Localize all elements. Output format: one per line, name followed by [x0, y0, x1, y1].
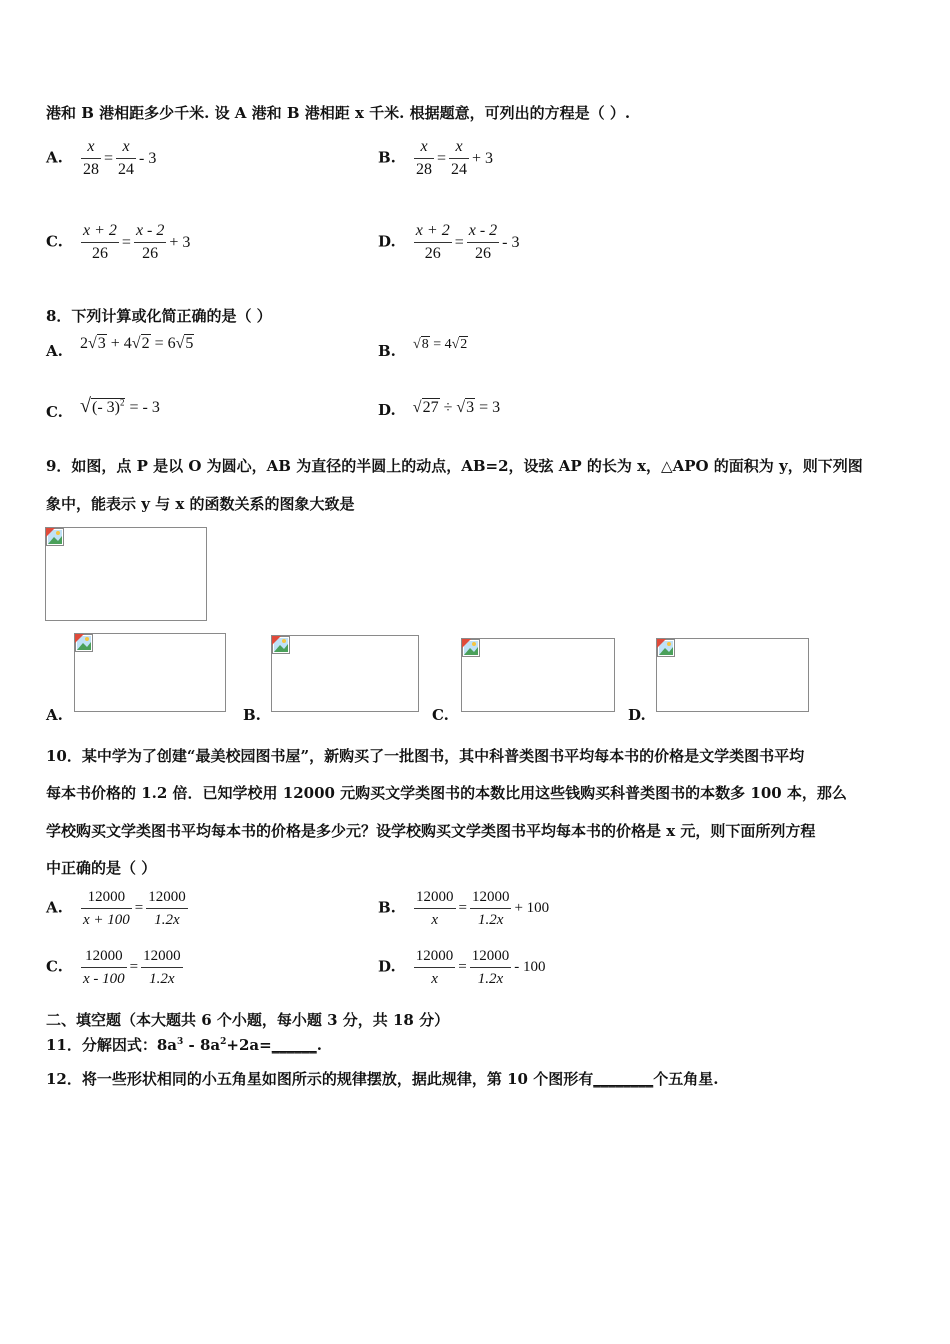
fraction-denominator: x: [431, 912, 439, 928]
fraction-denominator: 28: [416, 161, 432, 178]
fraction-numerator: x - 2: [134, 222, 166, 243]
q11-mid: - 8a: [183, 1036, 221, 1054]
q7-option-d[interactable]: D. $\frac{x + 2}{26}$ = $\frac{x - 2}{26}$ - 3: [378, 222, 520, 262]
fraction-numerator: x: [449, 138, 469, 159]
option-label: B.: [378, 898, 396, 917]
fraction-denominator: 28: [82, 161, 99, 178]
equation-tail: + 3: [169, 233, 191, 251]
option-label: A.: [46, 898, 63, 917]
broken-image-icon: [657, 639, 675, 657]
fraction-numerator: 12000: [81, 888, 132, 909]
q9-option-a-graph[interactable]: [74, 633, 226, 712]
option-label: C.: [46, 957, 63, 976]
option-label: D.: [378, 957, 396, 976]
fraction-denominator: 1.2x: [478, 912, 504, 928]
q12-prefix: 12．将一些形状相同的小五角星如图所示的规律摆放，据此规律，第 10 个图形有: [46, 1070, 594, 1088]
q9-option-b-graph[interactable]: [271, 635, 419, 712]
q7-option-a[interactable]: A. $\frac{x}{28}$ = $\frac{x}{24}$ - 3: [46, 138, 157, 178]
q8-option-b[interactable]: [378, 337, 468, 361]
q11-tail: +2a=: [226, 1036, 272, 1054]
fraction-denominator: 26: [91, 245, 108, 262]
q8-b-expression: √8 = 4√2: [413, 337, 468, 352]
fraction-denominator: 1.2x: [154, 912, 180, 928]
q11-prefix: 11．分解因式：8a: [46, 1036, 178, 1054]
q11-exponent-1: 3: [177, 1037, 184, 1047]
q11-end: .: [316, 1036, 322, 1054]
fraction-denominator: x + 100: [82, 912, 130, 928]
broken-image-icon: [272, 636, 290, 654]
broken-image-icon: [46, 528, 64, 546]
q10-option-b[interactable]: B. $\frac{12000}{x}$ = $\frac{12000}{1.2x}$ + 100: [378, 889, 550, 928]
q9-line-1: 9．如图，点 P 是以 O 为圆心，AB 为直径的半圆上的动点，AB=2，设弦 AP 的长为 x，△APO 的面积为 y，则下列图: [46, 457, 863, 475]
fraction-numerator: 12000: [414, 947, 456, 968]
q8-option-c[interactable]: [46, 395, 160, 423]
fraction-numerator: x - 2: [467, 222, 499, 243]
option-label: B.: [378, 342, 396, 360]
q10-line-3: 学校购买文学类图书平均每本书的价格是多少元？设学校购买文学类图书平均每本书的价格是 x 元，则下面所列方程: [46, 822, 816, 840]
fraction-denominator: 1.2x: [477, 971, 504, 987]
equation-tail: - 100: [514, 959, 546, 975]
q9-figure: [45, 527, 207, 621]
fraction-denominator: 24: [118, 161, 134, 178]
option-label: C.: [46, 403, 63, 421]
q11-answer-blank[interactable]: ______: [271, 1036, 317, 1054]
q9-option-c-graph[interactable]: [461, 638, 615, 712]
q11-exponent-2: 2: [220, 1037, 227, 1047]
fraction-numerator: 12000: [414, 888, 456, 909]
q10-option-a[interactable]: A. $\frac{12000}{x + 100}$ = $\frac{12000}{1.2x}$: [46, 889, 186, 928]
fraction-denominator: 24: [451, 161, 468, 178]
q12-suffix: 个五角星.: [653, 1070, 719, 1088]
equation-tail: + 100: [514, 900, 550, 916]
q10-option-c[interactable]: C. $\frac{12000}{x - 100}$ = $\frac{12000}{1.2x}$: [46, 948, 181, 987]
q9-option-label-a: A.: [46, 706, 63, 724]
fraction-numerator: 12000: [141, 947, 183, 968]
equation-tail: - 3: [502, 233, 520, 251]
q12-answer-blank[interactable]: ________: [593, 1070, 654, 1088]
q8-stem: 8．下列计算或化简正确的是（ ）: [46, 307, 272, 325]
equation-tail: + 3: [472, 149, 494, 167]
fraction-numerator: 12000: [81, 947, 127, 968]
q8-d-expression: √27 ÷ √3 = 3: [412, 399, 501, 416]
q10-option-d[interactable]: D. $\frac{12000}{x}$ = $\frac{12000}{1.2x}$ - 100: [378, 948, 546, 987]
option-label: B.: [378, 148, 396, 167]
fraction-numerator: x: [81, 138, 101, 159]
option-label: A.: [46, 148, 63, 167]
q11: [46, 1034, 322, 1055]
fraction-denominator: x - 100: [83, 971, 125, 987]
option-label: D.: [378, 232, 396, 251]
q9-option-label-b: B.: [243, 706, 261, 724]
option-label: C.: [46, 232, 63, 251]
fraction-numerator: x + 2: [414, 222, 452, 243]
q7-stem: 港和 B 港相距多少千米. 设 A 港和 B 港相距 x 千米. 根据题意，可列出的方程是（ ）.: [46, 104, 631, 122]
fraction-denominator: 1.2x: [149, 971, 175, 987]
fraction-numerator: x: [414, 138, 434, 159]
q9-option-label-d: D.: [628, 706, 646, 724]
q12: [46, 1068, 718, 1089]
fraction-numerator: 12000: [146, 888, 188, 909]
broken-image-icon: [462, 639, 480, 657]
option-label: A.: [46, 342, 63, 360]
q10-line-2: 每本书价格的 1.2 倍．已知学校用 12000 元购买文学类图书的本数比用这些钱购买科普类图书的本数多 100 本，那么: [46, 784, 847, 802]
fraction-numerator: 12000: [470, 947, 512, 968]
q7-option-c[interactable]: C. $\frac{x + 2}{26}$ = $\frac{x - 2}{26}$ + 3: [46, 222, 191, 262]
equation-tail: - 3: [139, 149, 157, 167]
fraction-numerator: x + 2: [81, 222, 119, 243]
section-heading: 二、填空题（本大题共 6 个小题，每小题 3 分，共 18 分）: [46, 1011, 450, 1029]
fraction-denominator: x: [431, 971, 438, 987]
q8-option-a[interactable]: [46, 335, 194, 361]
q9-option-d-graph[interactable]: [656, 638, 809, 712]
q10-line-4: 中正确的是（ ）: [46, 859, 157, 877]
fraction-denominator: 26: [474, 245, 491, 262]
fraction-denominator: 26: [142, 245, 159, 262]
broken-image-icon: [75, 634, 93, 652]
option-label: D.: [378, 401, 396, 419]
q10-line-1: 10．某中学为了创建“最美校园图书屋”，新购买了一批图书，其中科普类图书平均每本书的价格是文学类图书平均: [46, 747, 805, 765]
q8-c-expression: √(- 3)$^2$ = - 3: [80, 395, 160, 417]
q9-line-2: 象中，能表示 y 与 x 的函数关系的图象大致是: [46, 495, 355, 513]
fraction-numerator: 12000: [470, 888, 512, 909]
q7-option-b[interactable]: B. $\frac{x}{28}$ = $\frac{x}{24}$ + 3: [378, 138, 494, 178]
fraction-numerator: x: [116, 138, 136, 159]
fraction-denominator: 26: [424, 245, 441, 262]
q9-option-label-c: C.: [432, 706, 449, 724]
q8-option-d[interactable]: [378, 400, 500, 420]
q8-a-expression: 2√3 + 4√2 = 6√5: [79, 335, 194, 352]
